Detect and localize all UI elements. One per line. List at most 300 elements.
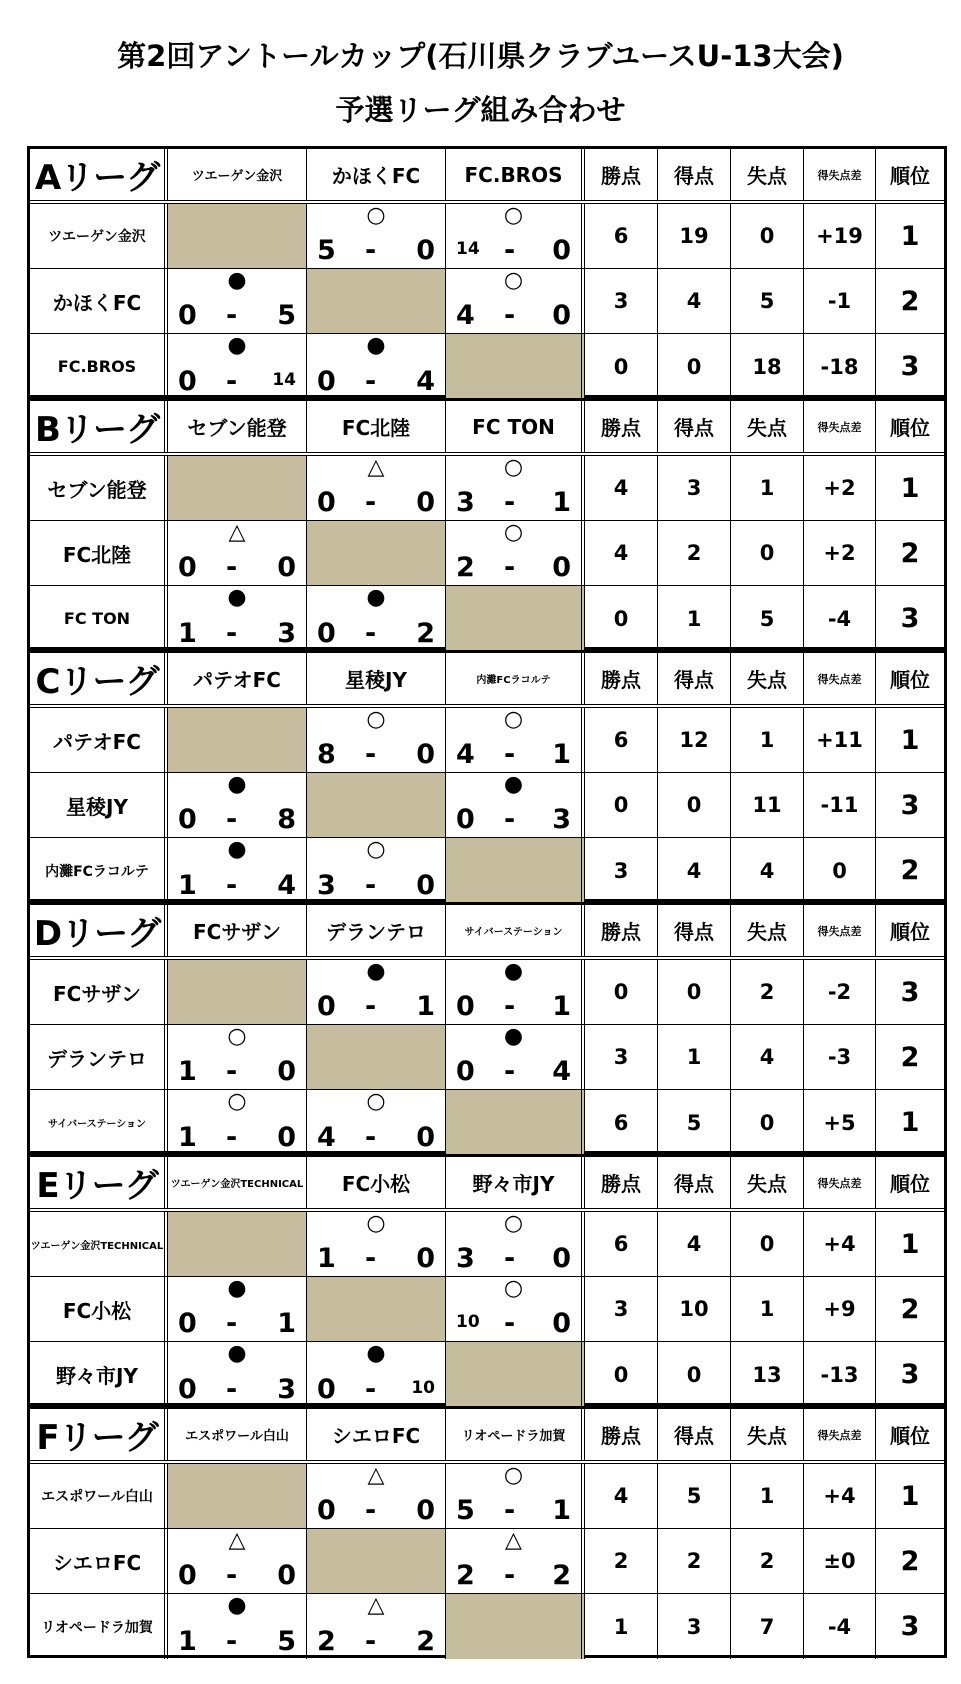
- result-symbol: ○: [227, 1090, 247, 1114]
- match-result-cell: [446, 456, 585, 520]
- team-row: [30, 456, 944, 521]
- score-dash: -: [365, 1243, 377, 1274]
- stat-header: 失点: [731, 653, 804, 704]
- match-result-cell: [446, 1025, 585, 1089]
- team-row: [30, 1342, 944, 1407]
- score-against: 2: [416, 618, 435, 649]
- goals-for-cell: 2: [658, 521, 731, 585]
- row-team-name: サイバーステーション: [30, 1090, 168, 1155]
- header-team-name: サイバーステーション: [446, 905, 585, 956]
- score-against: 2: [552, 1560, 571, 1591]
- rank-cell: 3: [900, 1611, 920, 1642]
- score-for: 0: [178, 1374, 197, 1405]
- team-row: [30, 708, 944, 773]
- score-for: 4: [456, 739, 475, 770]
- team-row: [30, 1464, 944, 1529]
- points-cell: 3: [585, 269, 658, 333]
- match-result-cell: [307, 1090, 446, 1155]
- row-team-name: ツエーゲン金沢: [30, 204, 168, 268]
- goals-for-cell: 5: [658, 1090, 731, 1155]
- score-dash: -: [365, 366, 377, 397]
- goals-for-cell: 2: [658, 1529, 731, 1593]
- points-cell: 3: [585, 1025, 658, 1089]
- score-for: 0: [178, 1560, 197, 1591]
- page-subtitle: 予選リーグ組み合わせ: [335, 93, 626, 127]
- points-cell: 2: [585, 1529, 658, 1593]
- goal-diff-cell: -2: [804, 960, 876, 1024]
- goals-for-cell: 4: [658, 269, 731, 333]
- match-result-cell: [307, 204, 446, 268]
- result-symbol: ○: [366, 708, 386, 732]
- goals-for-cell: 0: [658, 773, 731, 837]
- team-row: [30, 1277, 944, 1342]
- rank-cell: 2: [900, 537, 920, 569]
- score-for: 3: [456, 487, 475, 518]
- goal-diff-cell: -13: [804, 1342, 876, 1407]
- result-symbol: △: [367, 1594, 385, 1618]
- score-against: 0: [416, 1243, 435, 1274]
- result-symbol: ○: [366, 838, 386, 862]
- result-symbol: ○: [503, 456, 524, 480]
- self-match-cell: [168, 204, 307, 268]
- score-dash: -: [365, 870, 377, 901]
- header-team-name: エスポワール白山: [168, 1409, 307, 1460]
- team-row: [30, 586, 944, 651]
- score-against: 3: [277, 618, 296, 649]
- league-table: [27, 650, 947, 902]
- stat-header: 得失点差: [804, 905, 876, 956]
- self-match-cell: [168, 1212, 307, 1276]
- score-for: 2: [317, 1626, 336, 1657]
- score-for: 1: [178, 870, 197, 901]
- score-dash: -: [504, 487, 516, 518]
- stat-header: 得点: [658, 401, 731, 452]
- score-for: 0: [456, 991, 475, 1022]
- score-for: 5: [317, 235, 336, 266]
- rank-cell: 3: [900, 1359, 920, 1390]
- goal-diff-cell: +11: [804, 708, 876, 772]
- header-team-name: FC小松: [307, 1157, 446, 1208]
- score-against: 4: [416, 366, 435, 397]
- match-result-cell: [168, 586, 307, 651]
- goals-for-cell: 0: [658, 334, 731, 399]
- score-against: 3: [552, 804, 571, 835]
- score-for: 8: [317, 739, 336, 770]
- score-for: 2: [456, 1560, 475, 1591]
- rank-cell: 2: [900, 1293, 920, 1325]
- goals-against-cell: 2: [731, 1529, 804, 1593]
- result-symbol: ●: [366, 1342, 386, 1366]
- result-symbol: ●: [503, 1025, 524, 1049]
- row-team-name: かほくFC: [30, 269, 168, 333]
- self-match-cell: [307, 1529, 446, 1593]
- match-result-cell: [168, 269, 307, 333]
- score-dash: -: [226, 1122, 238, 1153]
- match-result-cell: [446, 521, 585, 585]
- result-symbol: ●: [227, 586, 247, 610]
- match-result-cell: [168, 334, 307, 399]
- score-for: 0: [456, 1056, 475, 1087]
- header-team-name: 内灘FCラコルテ: [446, 653, 585, 704]
- points-cell: 4: [585, 521, 658, 585]
- stat-header: 順位: [890, 416, 930, 440]
- result-symbol: ○: [503, 708, 524, 732]
- match-result-cell: [307, 1464, 446, 1528]
- row-team-name: 内灘FCラコルテ: [30, 838, 168, 903]
- stat-header: 得点: [658, 1157, 731, 1208]
- goals-for-cell: 5: [658, 1464, 731, 1528]
- score-against: 0: [416, 870, 435, 901]
- result-symbol: ○: [503, 1212, 524, 1236]
- stat-header: 順位: [890, 668, 930, 692]
- score-for: 1: [178, 1056, 197, 1087]
- row-team-name: FCサザン: [30, 960, 168, 1024]
- rank-cell: 3: [900, 351, 920, 382]
- score-dash: -: [504, 1308, 516, 1339]
- points-cell: 0: [585, 960, 658, 1024]
- match-result-cell: [307, 456, 446, 520]
- league-table: [27, 1154, 947, 1406]
- points-cell: 3: [585, 838, 658, 903]
- score-for: 14: [456, 239, 480, 259]
- score-for: 1: [178, 1626, 197, 1657]
- goal-diff-cell: +19: [804, 204, 876, 268]
- rank-cell: 1: [900, 1228, 920, 1260]
- rank-cell: 2: [900, 1041, 920, 1073]
- goals-against-cell: 13: [731, 1342, 804, 1407]
- stat-header: 得失点差: [804, 653, 876, 704]
- self-match-cell: [168, 960, 307, 1024]
- score-against: 0: [277, 1056, 296, 1087]
- points-cell: 1: [585, 1594, 658, 1659]
- score-for: 0: [178, 300, 197, 331]
- result-symbol: ○: [503, 269, 524, 293]
- result-symbol: ●: [227, 773, 247, 797]
- score-against: 1: [552, 1495, 571, 1526]
- match-result-cell: [446, 1529, 585, 1593]
- header-team-name: シエロFC: [307, 1409, 446, 1460]
- match-result-cell: [446, 708, 585, 772]
- result-symbol: ○: [366, 204, 386, 228]
- points-cell: 6: [585, 204, 658, 268]
- header-team-name: 星稜JY: [307, 653, 446, 704]
- score-dash: -: [504, 991, 516, 1022]
- score-for: 0: [317, 991, 336, 1022]
- score-against: 1: [277, 1308, 296, 1339]
- score-dash: -: [504, 300, 516, 331]
- score-against: 0: [552, 552, 571, 583]
- stat-header: 勝点: [585, 149, 658, 200]
- goal-diff-cell: +9: [804, 1277, 876, 1341]
- result-symbol: △: [228, 521, 246, 545]
- match-result-cell: [168, 1090, 307, 1155]
- rank-cell: 1: [900, 220, 920, 252]
- row-team-name: エスポワール白山: [30, 1464, 168, 1528]
- self-match-cell: [307, 1277, 446, 1341]
- score-for: 0: [317, 1374, 336, 1405]
- goal-diff-cell: +2: [804, 521, 876, 585]
- header-team-name: パテオFC: [168, 653, 307, 704]
- row-team-name: デランテロ: [30, 1025, 168, 1089]
- match-result-cell: [307, 1594, 446, 1659]
- stat-header: 勝点: [585, 401, 658, 452]
- self-match-cell: [168, 708, 307, 772]
- stat-header: 順位: [890, 920, 930, 944]
- match-result-cell: [307, 334, 446, 399]
- points-cell: 6: [585, 708, 658, 772]
- score-dash: -: [226, 552, 238, 583]
- goals-against-cell: 11: [731, 773, 804, 837]
- result-symbol: ●: [366, 586, 386, 610]
- score-against: 0: [416, 1122, 435, 1153]
- row-team-name: FC北陸: [30, 521, 168, 585]
- score-for: 4: [317, 1122, 336, 1153]
- score-dash: -: [504, 1243, 516, 1274]
- stat-header: 得点: [658, 149, 731, 200]
- goals-against-cell: 5: [731, 269, 804, 333]
- result-symbol: ○: [503, 521, 524, 545]
- points-cell: 0: [585, 1342, 658, 1407]
- result-symbol: ●: [366, 960, 386, 984]
- league-name: Fリーグ: [30, 1409, 168, 1460]
- score-against: 0: [552, 235, 571, 266]
- header-team-name: セブン能登: [168, 401, 307, 452]
- score-against: 0: [552, 1243, 571, 1274]
- score-against: 5: [277, 300, 296, 331]
- points-cell: 4: [585, 456, 658, 520]
- match-result-cell: [168, 773, 307, 837]
- result-symbol: ●: [227, 334, 247, 358]
- result-symbol: ●: [227, 1594, 247, 1618]
- self-match-cell: [307, 521, 446, 585]
- score-dash: -: [504, 804, 516, 835]
- score-dash: -: [226, 1308, 238, 1339]
- match-result-cell: [446, 773, 585, 837]
- stat-header: 得失点差: [804, 1157, 876, 1208]
- rank-cell: 2: [900, 1545, 920, 1577]
- row-team-name: パテオFC: [30, 708, 168, 772]
- goals-for-cell: 3: [658, 456, 731, 520]
- score-for: 0: [178, 804, 197, 835]
- result-symbol: ○: [227, 1025, 247, 1049]
- stat-header: 得点: [658, 653, 731, 704]
- league-table: [27, 902, 947, 1154]
- goals-against-cell: 1: [731, 708, 804, 772]
- stat-header: 勝点: [585, 1409, 658, 1460]
- match-result-cell: [168, 1594, 307, 1659]
- score-dash: -: [365, 235, 377, 266]
- result-symbol: ●: [503, 960, 524, 984]
- stat-header: 失点: [731, 401, 804, 452]
- score-dash: -: [365, 1626, 377, 1657]
- goal-diff-cell: -1: [804, 269, 876, 333]
- match-result-cell: [446, 269, 585, 333]
- match-result-cell: [307, 838, 446, 903]
- goal-diff-cell: -4: [804, 586, 876, 651]
- score-dash: -: [504, 1495, 516, 1526]
- score-dash: -: [226, 804, 238, 835]
- result-symbol: ○: [503, 1464, 524, 1488]
- score-for: 1: [178, 618, 197, 649]
- score-against: 1: [552, 991, 571, 1022]
- result-symbol: ●: [366, 334, 386, 358]
- score-dash: -: [226, 1626, 238, 1657]
- goals-for-cell: 0: [658, 1342, 731, 1407]
- league-name: Dリーグ: [30, 905, 168, 956]
- goal-diff-cell: -3: [804, 1025, 876, 1089]
- rank-cell: 2: [900, 285, 920, 317]
- stat-header: 得失点差: [804, 401, 876, 452]
- self-match-cell: [168, 456, 307, 520]
- self-match-cell: [307, 269, 446, 333]
- goal-diff-cell: -18: [804, 334, 876, 399]
- goals-against-cell: 5: [731, 586, 804, 651]
- rank-cell: 1: [900, 724, 920, 756]
- score-against: 2: [416, 1626, 435, 1657]
- match-result-cell: [168, 1277, 307, 1341]
- row-team-name: FC TON: [30, 586, 168, 651]
- match-result-cell: [446, 1277, 585, 1341]
- row-team-name: 星稜JY: [30, 773, 168, 837]
- score-for: 1: [178, 1122, 197, 1153]
- result-symbol: ○: [366, 1090, 386, 1114]
- stat-header: 得失点差: [804, 149, 876, 200]
- goal-diff-cell: +4: [804, 1212, 876, 1276]
- league-name: Cリーグ: [30, 653, 168, 704]
- stat-header: 得点: [658, 1409, 731, 1460]
- result-symbol: ●: [227, 269, 247, 293]
- match-result-cell: [446, 1212, 585, 1276]
- self-match-cell: [446, 334, 585, 399]
- score-dash: -: [365, 487, 377, 518]
- team-row: [30, 1529, 944, 1594]
- team-row: [30, 334, 944, 399]
- match-result-cell: [307, 960, 446, 1024]
- match-result-cell: [446, 1464, 585, 1528]
- header-team-name: かほくFC: [307, 149, 446, 200]
- score-for: 0: [317, 1495, 336, 1526]
- rank-cell: 1: [900, 1480, 920, 1512]
- team-row: [30, 1212, 944, 1277]
- result-symbol: ●: [227, 838, 247, 862]
- goals-against-cell: 1: [731, 1464, 804, 1528]
- row-team-name: セブン能登: [30, 456, 168, 520]
- score-dash: -: [226, 1056, 238, 1087]
- team-row: [30, 1594, 944, 1659]
- goals-against-cell: 7: [731, 1594, 804, 1659]
- points-cell: 3: [585, 1277, 658, 1341]
- self-match-cell: [446, 1342, 585, 1407]
- goals-against-cell: 2: [731, 960, 804, 1024]
- goals-against-cell: 1: [731, 456, 804, 520]
- self-match-cell: [446, 838, 585, 903]
- match-result-cell: [446, 204, 585, 268]
- goals-for-cell: 4: [658, 838, 731, 903]
- result-symbol: ○: [503, 204, 524, 228]
- score-dash: -: [365, 618, 377, 649]
- league-header-row: [30, 1157, 944, 1212]
- page-title: 第2回アントールカップ(石川県クラブユースU-13大会): [117, 39, 844, 73]
- goal-diff-cell: -4: [804, 1594, 876, 1659]
- stat-header: 得点: [658, 905, 731, 956]
- result-symbol: ●: [503, 773, 524, 797]
- team-row: [30, 1090, 944, 1155]
- row-team-name: 野々市JY: [30, 1342, 168, 1407]
- score-against: 0: [416, 235, 435, 266]
- result-symbol: △: [505, 1529, 522, 1553]
- header-team-name: FCサザン: [168, 905, 307, 956]
- stat-header: 勝点: [585, 905, 658, 956]
- goal-diff-cell: ±0: [804, 1529, 876, 1593]
- self-match-cell: [307, 1025, 446, 1089]
- header-team-name: ツエーゲン金沢: [168, 149, 307, 200]
- header-team-name: FC.BROS: [446, 149, 585, 200]
- header-team-name: FC北陸: [307, 401, 446, 452]
- result-symbol: △: [228, 1529, 246, 1553]
- score-dash: -: [226, 300, 238, 331]
- goals-against-cell: 0: [731, 521, 804, 585]
- row-team-name: FC.BROS: [30, 334, 168, 399]
- row-team-name: ツエーゲン金沢TECHNICAL: [30, 1212, 168, 1276]
- match-result-cell: [307, 586, 446, 651]
- score-for: 10: [456, 1312, 480, 1332]
- team-row: [30, 960, 944, 1025]
- score-dash: -: [504, 739, 516, 770]
- score-against: 0: [277, 552, 296, 583]
- score-dash: -: [504, 1560, 516, 1591]
- league-table: [27, 398, 947, 650]
- team-row: [30, 204, 944, 269]
- score-for: 1: [317, 1243, 336, 1274]
- league-name: Bリーグ: [30, 401, 168, 452]
- rank-cell: 3: [900, 789, 920, 821]
- stat-header: 失点: [731, 149, 804, 200]
- score-dash: -: [504, 235, 516, 266]
- score-dash: -: [504, 552, 516, 583]
- score-against: 1: [552, 739, 571, 770]
- league-header-row: [30, 905, 944, 960]
- match-result-cell: [168, 1025, 307, 1089]
- rank-cell: 1: [900, 472, 920, 504]
- score-dash: -: [226, 870, 238, 901]
- league-table: [27, 146, 947, 398]
- goals-against-cell: 4: [731, 1025, 804, 1089]
- self-match-cell: [446, 1090, 585, 1155]
- score-for: 0: [317, 366, 336, 397]
- score-against: 1: [416, 991, 435, 1022]
- score-against: 8: [277, 804, 296, 835]
- score-against: 0: [416, 487, 435, 518]
- score-against: 0: [552, 1308, 571, 1339]
- score-for: 0: [317, 618, 336, 649]
- league-header-row: [30, 653, 944, 708]
- stat-header: 失点: [731, 1409, 804, 1460]
- self-match-cell: [307, 773, 446, 837]
- league-table: [27, 1406, 947, 1658]
- team-row: [30, 838, 944, 903]
- score-against: 0: [277, 1122, 296, 1153]
- score-against: 0: [277, 1560, 296, 1591]
- header-team-name: 野々市JY: [446, 1157, 585, 1208]
- match-result-cell: [307, 1342, 446, 1407]
- score-dash: -: [365, 1495, 377, 1526]
- league-name: Aリーグ: [30, 149, 168, 200]
- goals-for-cell: 3: [658, 1594, 731, 1659]
- score-against: 10: [411, 1378, 435, 1398]
- goal-diff-cell: +2: [804, 456, 876, 520]
- rank-cell: 3: [900, 976, 920, 1008]
- score-against: 14: [272, 370, 296, 390]
